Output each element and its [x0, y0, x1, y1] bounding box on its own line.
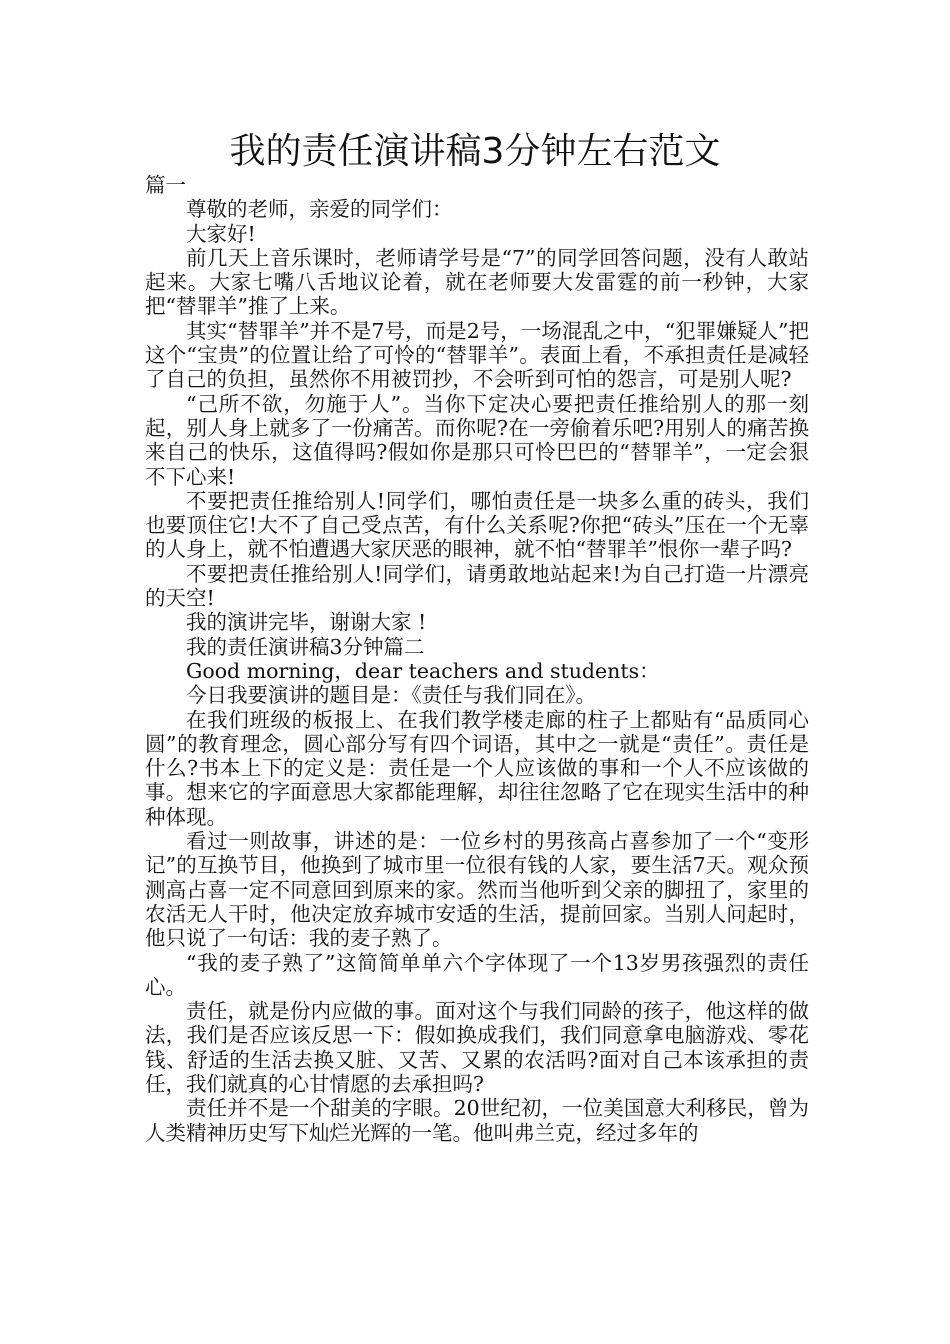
- paragraph: 其实“替罪羊”并不是7号，而是2号，一场混乱之中，“犯罪嫌疑人”把这个“宝贵”的位置让给了可怜的“替罪羊”。表面上看，不承担责任是减轻了自己的负担，虽然你不用被罚抄，不会听到可怕的怨言，可是别人呢?: [145, 318, 809, 392]
- section-heading-two: 我的责任演讲稿3分钟篇二: [186, 634, 425, 659]
- salutation: 尊敬的老师，亲爱的同学们：: [186, 197, 453, 222]
- paragraph: 前几天上音乐课时，老师请学号是“7”的同学回答问题，没有人敢站起来。大家七嘴八舌地议论着，就在老师要大发雷霆的前一秒钟，大家把“替罪羊”推了上来。: [145, 245, 809, 319]
- greeting: 大家好!: [186, 221, 256, 246]
- paragraph: 不要把责任推给别人!同学们，请勇敢地站起来!为自己打造一片漂亮的天空!: [145, 561, 809, 611]
- english-greeting: Good morning，dear teachers and students：: [186, 658, 660, 683]
- paragraph: 不要把责任推给别人!同学们，哪怕责任是一块多么重的砖头，我们也要顶住它!大不了自己受点苦，有什么关系呢?你把“砖头”压在一个无辜的人身上，就不怕遭遇大家厌恶的眼神，就不怕“替罪羊”恨你一辈子吗?: [145, 488, 809, 562]
- paragraph: 今日我要演讲的题目是：《责任与我们同在》。: [186, 683, 596, 708]
- closing-line: 我的演讲完毕，谢谢大家 !: [186, 610, 427, 635]
- document-title: 我的责任演讲稿3分钟左右范文: [229, 131, 721, 172]
- paragraph: “我的麦子熟了”这简简单单六个字体现了一个13岁男孩强烈的责任心。: [145, 950, 809, 999]
- section-heading: 篇一: [145, 173, 186, 197]
- paragraph: 责任，就是份内应做的事。面对这个与我们同龄的孩子，他这样的做法，我们是否应该反思一下：假如换成我们，我们同意拿电脑游戏、零花钱、舒适的生活去换又脏、又苦、又累的农活吗?面对自己本该承担的责任，我们就真的心甘情愿的去承担吗?: [145, 999, 809, 1096]
- paragraph: 在我们班级的板报上、在我们教学楼走廊的柱子上都贴有“品质同心圆”的教育理念，圆心部分写有四个词语，其中之一就是“责任”。责任是什么?书本上下的定义是：责任是一个人应该做的事和一个人不应该做的事。想来它的字面意思大家都能理解，却往往忽略了它在现实生活中的种种体现。: [145, 707, 809, 829]
- document-body: [145, 173, 809, 1145]
- paragraph: 看过一则故事，讲述的是：一位乡村的男孩高占喜参加了一个“变形记”的互换节目，他换到了城市里一位很有钱的人家，要生活7天。观众预测高占喜一定不同意回到原来的家。然而当他听到父亲的脚扭了，家里的农活无人干时，他决定放弃城市安适的生活，提前回家。当别人问起时，他只说了一句话：我的麦子熟了。: [145, 829, 809, 951]
- paragraph: “己所不欲，勿施于人”。当你下定决心要把责任推给别人的那一刻起，别人身上就多了一份痛苦。而你呢?在一旁偷着乐吧?用别人的痛苦换来自己的快乐，这值得吗?假如你是那只可怜巴巴的“替罪羊”，一定会狠不下心来!: [145, 391, 809, 489]
- paragraph: 责任并不是一个甜美的字眼。20世纪初，一位美国意大利移民，曾为人类精神历史写下灿烂光辉的一笔。他叫弗兰克，经过多年的: [145, 1096, 809, 1145]
